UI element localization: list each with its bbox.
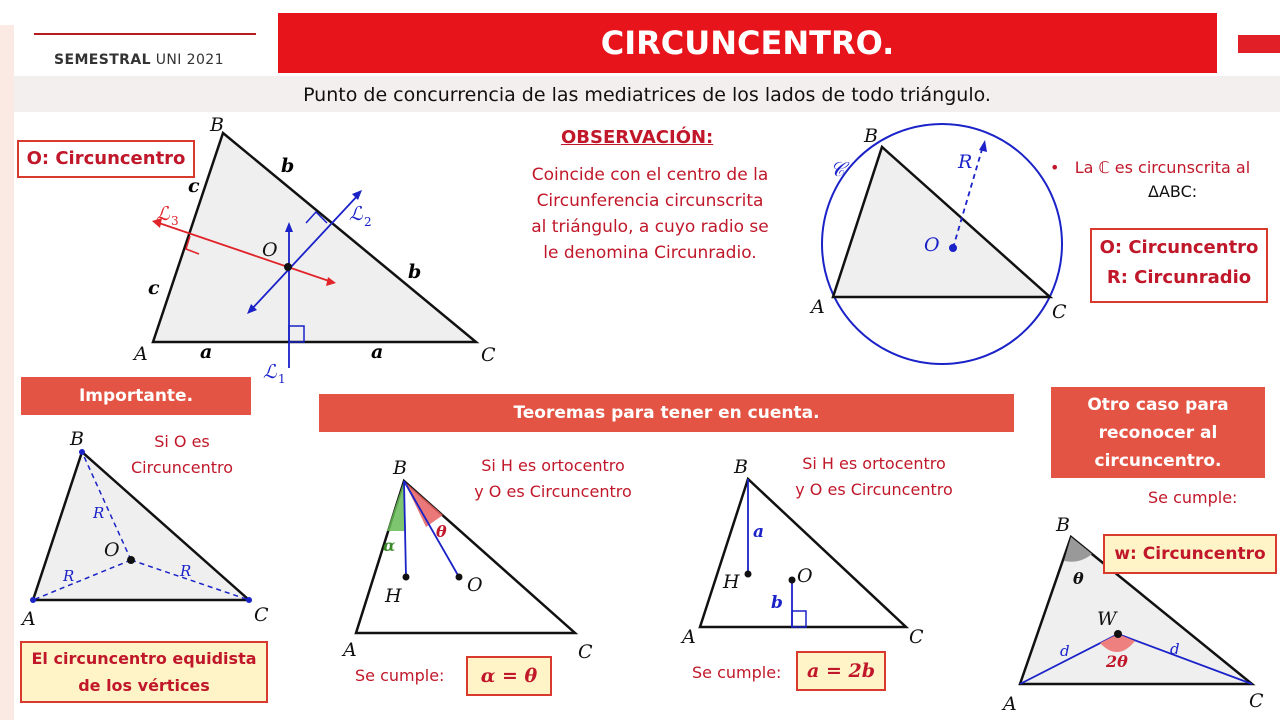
radius-label-right: R xyxy=(180,562,192,580)
conclusion-line-2: de los vértices xyxy=(78,676,210,695)
brand-frame-line xyxy=(34,33,256,35)
side-d-right-label: d xyxy=(1170,640,1180,658)
conclusion-line-1: El circuncentro equidista xyxy=(31,649,257,668)
point-h-label: H xyxy=(723,571,740,593)
vertex-c-label: C xyxy=(481,344,496,366)
point-o-label: O xyxy=(262,239,278,261)
side-a-left-label: a xyxy=(200,341,213,363)
vertex-c-label: C xyxy=(1052,301,1067,323)
observation-line-3: al triángulo, a cuyo radio se xyxy=(531,217,769,237)
theta-label: θ xyxy=(436,522,447,541)
circle-c-label: 𝒞 xyxy=(830,157,845,181)
important-condition-line-2: Circuncentro xyxy=(131,458,233,477)
circle-note-line-2: ΔABC: xyxy=(1148,182,1198,201)
radius-arrow xyxy=(979,140,987,152)
main-triangle-diagram xyxy=(120,110,520,390)
important-heading: Importante. xyxy=(21,377,251,415)
center-o-label: O xyxy=(104,539,120,561)
circumscribed-circle-diagram xyxy=(800,115,1090,380)
theorem2-condition-line-2: y O es Circuncentro xyxy=(795,480,953,499)
center-o-label: O xyxy=(924,234,940,256)
vertex-c-dot xyxy=(246,597,252,603)
circle-note-line-1: La ℂ es circunscrita al xyxy=(1074,158,1251,177)
observation-heading: OBSERVACIÓN: xyxy=(561,127,714,148)
other-case-heading-line-2: reconocer al xyxy=(1098,423,1218,443)
bisector-l2-arrow xyxy=(352,190,362,200)
vertex-c-label: C xyxy=(909,626,924,648)
theorem1-condition xyxy=(460,453,646,505)
alpha-angle-sector xyxy=(387,481,406,531)
alpha-label: α xyxy=(383,536,396,555)
side-b-bottom-label: b xyxy=(408,261,422,283)
brand-label: SEMESTRAL UNI 2021 xyxy=(54,52,224,68)
vertex-b-label: B xyxy=(864,125,878,147)
line-l3-label: ℒ xyxy=(156,203,170,225)
theorem1-se-cumple: Se cumple: xyxy=(355,666,445,685)
theorem2-formula-box: a = 2b xyxy=(796,651,886,691)
circumcenter-point xyxy=(456,574,463,581)
line-l2-label: ℒ xyxy=(349,203,363,225)
side-d-left-label: d xyxy=(1060,642,1070,660)
other-case-heading xyxy=(1051,387,1265,478)
definition-box: O: Circuncentro xyxy=(17,140,195,178)
point-h-label: H xyxy=(385,585,402,607)
page-title: CIRCUNCENTRO. xyxy=(278,13,1217,73)
bullet-icon: • xyxy=(1050,158,1060,177)
important-condition-line-1: Si O es xyxy=(154,432,210,451)
point-w-label: W xyxy=(1097,608,1117,630)
observation-line-4: le denomina Circunradio. xyxy=(543,243,757,263)
vertex-a-dot xyxy=(30,597,36,603)
circumcenter-point xyxy=(284,263,292,271)
vertex-a-label: A xyxy=(811,296,825,318)
circumcenter-point xyxy=(789,577,796,584)
theorem1-formula-box: α = θ xyxy=(466,656,552,696)
point-o-label: O xyxy=(467,574,483,596)
line-l1-subscript: 1 xyxy=(278,372,286,386)
point-o-label: O xyxy=(797,565,813,587)
legend-line-2: R: Circunradio xyxy=(1106,267,1252,288)
radius-label-left: R xyxy=(63,567,75,585)
two-theta-label: 2θ xyxy=(1106,652,1128,671)
segment-a-label: a xyxy=(753,522,765,542)
vertex-c-label: C xyxy=(1249,690,1264,712)
theorems-heading: Teoremas para tener en cuenta. xyxy=(319,394,1014,432)
side-b-top-label: b xyxy=(281,155,295,177)
vertex-b-label: B xyxy=(70,428,84,450)
radius-label-top: R xyxy=(93,504,105,522)
w-point xyxy=(1114,630,1122,638)
definition-subtitle: Punto de concurrencia de las mediatrices de los lados de todo triángulo. xyxy=(14,76,1280,112)
w-circumcenter-box: w: Circuncentro xyxy=(1103,534,1277,574)
theorem1-condition-line-2: y O es Circuncentro xyxy=(474,482,632,501)
equidistant-triangle-diagram xyxy=(15,425,285,635)
observation-line-1: Coincide con el centro de la xyxy=(531,165,769,185)
side-c-bottom-label: c xyxy=(148,277,160,299)
observation-text xyxy=(518,162,782,266)
vertex-a-label: A xyxy=(343,639,357,661)
vertex-a-label: A xyxy=(682,626,696,648)
vertex-a-label: A xyxy=(22,608,36,630)
vertex-b-label: B xyxy=(210,114,224,136)
theorem2-se-cumple: Se cumple: xyxy=(692,663,782,682)
vertex-a-label: A xyxy=(1003,693,1017,715)
other-case-se-cumple: Se cumple: xyxy=(1148,488,1238,507)
vertex-b-label: B xyxy=(1056,514,1070,536)
inscribed-triangle xyxy=(833,147,1050,297)
legend-line-1: O: Circuncentro xyxy=(1099,237,1259,258)
observation-line-2: Circunferencia circunscrita xyxy=(536,191,764,211)
right-decorative-tab xyxy=(1238,35,1280,53)
other-case-heading-line-3: circuncentro. xyxy=(1094,451,1222,471)
theorem2-condition xyxy=(784,451,964,503)
orthocenter-point xyxy=(745,571,752,578)
side-c-top-label: c xyxy=(188,175,200,197)
vertex-c-label: C xyxy=(578,641,593,663)
center-point xyxy=(949,244,957,252)
vertex-b-label: B xyxy=(393,457,407,479)
radius-r-label: R xyxy=(958,151,973,173)
theorem1-condition-line-1: Si H es ortocentro xyxy=(481,456,625,475)
theorem2-condition-line-1: Si H es ortocentro xyxy=(802,454,946,473)
other-case-heading-line-1: Otro caso para xyxy=(1087,395,1229,415)
side-a-right-label: a xyxy=(371,341,384,363)
line-l2-subscript: 2 xyxy=(364,215,372,229)
segment-b-label: b xyxy=(771,593,783,613)
center-point xyxy=(127,556,135,564)
left-decorative-stripe xyxy=(0,25,14,720)
orthocenter-point xyxy=(403,574,410,581)
vertex-c-label: C xyxy=(254,604,269,626)
circle-note xyxy=(1050,156,1272,204)
vertex-b-label: B xyxy=(734,456,748,478)
equidistant-conclusion-box xyxy=(20,641,268,703)
vertex-a-label: A xyxy=(134,343,148,365)
line-l1-label: ℒ xyxy=(263,361,277,383)
theta-label: θ xyxy=(1073,569,1084,588)
line-l3-subscript: 3 xyxy=(171,214,179,228)
legend-box xyxy=(1090,228,1268,303)
